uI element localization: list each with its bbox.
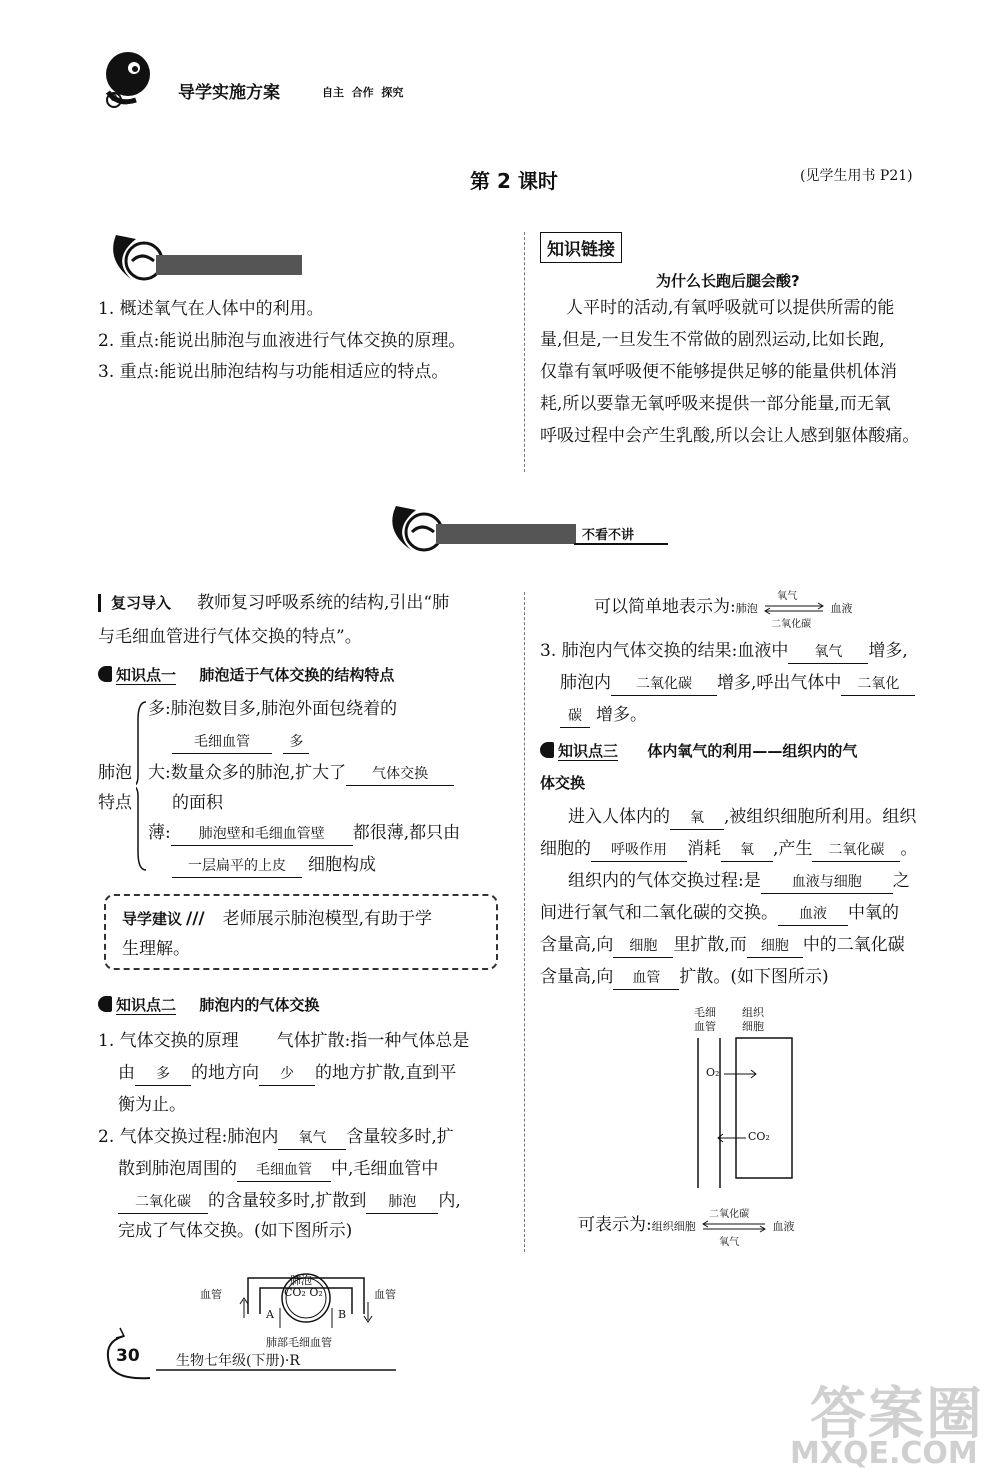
kp3-l5-ans-1: 细胞 (613, 935, 673, 958)
p3-ans-3: 二氧化 (841, 673, 915, 696)
kp2-p1-d: 的地方向 (191, 1063, 259, 1083)
kp3-line-1 (568, 806, 916, 830)
kp2-p2-e: 的含量较多时,扩散到 (208, 1191, 367, 1211)
kp1-bao-line-2 (172, 854, 376, 878)
tissue-representation (578, 1208, 795, 1248)
review-line-1 (98, 592, 449, 614)
kp2-p1-b: 气体扩散:指一种气体总是 (276, 1031, 470, 1051)
result-line-2 (560, 672, 915, 696)
book-title: 生物七年级(下册)·R (176, 1353, 300, 1369)
kp3-l5-c: 中的二氧化碳 (802, 935, 905, 955)
kp3-line-4 (540, 902, 899, 926)
kp3-l4-ans: 血液 (778, 903, 848, 926)
kp3-l6-a: 含量高,向 (540, 967, 614, 987)
alveolus-label: 肺泡 (290, 1274, 312, 1287)
kp1-title: 肺泡适于气体交换的结构特点 (199, 666, 395, 684)
simple-arrows (763, 590, 825, 630)
cell-label-1: 组织 (742, 1006, 764, 1019)
p3-e: 增多。 (596, 705, 647, 725)
cell-label-2: 细胞 (742, 1020, 764, 1033)
kp3-l4-b: 中氧的 (848, 903, 899, 923)
kp1-side-label-2: 特点 (98, 793, 132, 813)
kp3-l5-ans-2: 细胞 (747, 935, 803, 958)
kp3-marker-icon (540, 742, 554, 758)
column-divider-top (524, 232, 525, 472)
kp2-p2-g: 完成了气体交换。(如下图所示) (118, 1221, 353, 1241)
kp3-l1-a: 进入人体内的 (568, 807, 670, 827)
watermark-url: MXQE.COM (790, 1436, 978, 1471)
kp2-p2-f: 内, (438, 1191, 461, 1211)
kp1-da-prefix: 大:数量众多的肺泡,扩大了 (148, 763, 347, 783)
header-title: 导学实施方案 (178, 83, 280, 103)
kp3-l1-ans: 氧 (670, 807, 724, 830)
kp1-brace (136, 700, 148, 876)
kp2-p2-d: 中,毛细血管中 (331, 1159, 439, 1179)
kp3-l2-c: ,产生 (773, 839, 813, 859)
kp2-p2-line-2 (118, 1158, 438, 1182)
kp2-p1-e: 的地方扩散,直到平 (315, 1063, 457, 1083)
knowledge-link-question: 为什么长跑后腿会酸? (656, 272, 800, 290)
simple-prefix: 可以简单地表示为: (594, 597, 736, 617)
kp3-l3-a: 组织内的气体交换过程:是 (568, 871, 761, 891)
kp2-p2-line-1 (98, 1126, 454, 1150)
simple-left: 肺泡 (735, 602, 758, 615)
result-line-1 (540, 640, 908, 664)
review-label: 复习导入 (98, 594, 171, 612)
alveolus-gases: CO₂ O₂ (284, 1286, 323, 1299)
p3-a: 3. 肺泡内气体交换的结果:血液中 (540, 641, 789, 661)
kp3-l2-d: 。 (900, 839, 918, 859)
watermark-logo: 答案圈 (810, 1382, 984, 1447)
result-line-3 (560, 704, 647, 728)
knowledge-line-3: 仅靠有氧呼吸便不能够提供足够的能量供机体消 (540, 362, 897, 382)
kp1-da-answer: 气体交换 (346, 763, 454, 786)
kp3-line-5 (540, 934, 905, 958)
tissue-top-label: 二氧化碳 (709, 1208, 750, 1220)
kp1-duo-answer: 毛细血管 (172, 731, 272, 754)
section2-banner (374, 498, 674, 558)
knowledge-line-2: 量,但是,一旦发生不常做的剧烈运动,比如长跑, (540, 330, 885, 350)
kp3-l2-a: 细胞的 (540, 839, 591, 859)
kp2-p1-ans-2: 少 (259, 1063, 315, 1086)
kp3-title-2: 体交换 (540, 774, 586, 792)
p3-c: 肺泡内 (560, 673, 611, 693)
kp2-p1-a: 1. 气体交换的原理 (98, 1031, 239, 1051)
capillary-label-1: 毛细 (694, 1006, 716, 1019)
objectives-banner (96, 225, 306, 287)
kp2-p1-line-1 (98, 1030, 469, 1052)
kp3-title: 体内氧气的利用——组织内的气 (647, 742, 858, 760)
kp3-line-6 (540, 966, 829, 990)
kp3-l2-ans-1: 呼吸作用 (591, 839, 687, 862)
header-logo (98, 44, 164, 110)
kp2-p2-ans-1: 氧气 (278, 1127, 346, 1150)
logo-letter: e (110, 90, 118, 104)
knowledge-line-5: 呼吸过程中会产生乳酸,所以会让人感到躯体酸痛。 (540, 426, 920, 446)
tissue-bottom-label: 氧气 (719, 1236, 740, 1248)
section2-tag: 不看不讲 (582, 528, 635, 543)
tip-line-2: 生理解。 (122, 939, 190, 959)
kp2-label: 知识点二 (116, 996, 177, 1014)
kp3-line-3 (568, 870, 910, 894)
kp1-side-label-1: 肺泡 (98, 763, 132, 783)
lesson-reference: (见学生用书 P21) (800, 168, 913, 184)
capillary-label-2: 血管 (694, 1020, 716, 1033)
kp3-l1-b: ,被组织细胞所利用。组织 (724, 807, 917, 827)
simple-representation (594, 590, 853, 630)
kp3-l5-a: 含量高,向 (540, 935, 614, 955)
kp1-bao-answer-2: 一层扁平的上皮 (172, 855, 302, 878)
simple-top-label: 氧气 (777, 590, 798, 602)
kp2-p2-line-3 (118, 1190, 461, 1214)
kp2-p1-f: 衡为止。 (118, 1095, 186, 1115)
kp1-bao-line (148, 822, 460, 846)
tissue-left: 组织细胞 (651, 1220, 696, 1233)
kp1-duo-line: 多:肺泡数目多,肺泡外面包绕着的 (148, 699, 398, 719)
objective-1: 1. 概述氧气在人体中的利用。 (98, 299, 324, 319)
kp3-label: 知识点三 (558, 742, 619, 760)
p3-ans-3b: 碳 (560, 705, 590, 728)
review-line-2: 与毛细血管进行气体交换的特点”。 (98, 627, 362, 647)
tissue-right: 血液 (772, 1220, 795, 1233)
kp2-p2-a: 2. 气体交换过程:肺泡内 (98, 1127, 279, 1147)
tissue-exchange-diagram (690, 1002, 810, 1192)
objective-2: 2. 重点:能说出肺泡与血液进行气体交换的原理。 (98, 331, 466, 351)
kp2-p2-ans-4: 肺泡 (366, 1191, 438, 1214)
kp2-p2-ans-2: 毛细血管 (237, 1159, 331, 1182)
kp2-heading (98, 994, 319, 1016)
kp2-marker-icon (98, 996, 112, 1012)
tip-line-1 (122, 908, 432, 930)
tip-text-1: 老师展示肺泡模型,有助于学 (222, 909, 433, 929)
point-a-label: A (266, 1308, 274, 1321)
o2-label: O₂ (706, 1066, 720, 1079)
tissue-prefix: 可表示为: (578, 1215, 652, 1235)
kp1-bao-mid: 都很薄,都只由 (352, 823, 461, 843)
tip-label: 导学建议 (122, 910, 183, 928)
kp2-title: 肺泡内的气体交换 (199, 996, 320, 1014)
kp2-p2-c: 散到肺泡周围的 (118, 1159, 237, 1179)
tissue-arrows (701, 1208, 767, 1248)
kp2-p1-ans-1: 多 (135, 1063, 191, 1086)
kp2-p2-b: 含量较多时,扩 (346, 1127, 454, 1147)
kp1-bao-suffix: 细胞构成 (308, 855, 376, 875)
vessel-left-label: 血管 (200, 1288, 222, 1301)
simple-right: 血液 (830, 602, 853, 615)
kp3-heading (540, 740, 857, 762)
knowledge-line-1: 人平时的活动,有氧呼吸就可以提供所需的能 (566, 298, 895, 318)
kp1-duo-answer-line (172, 730, 309, 754)
kp3-l2-ans-2: 氧 (721, 839, 773, 862)
kp1-duo-suffix: 多 (283, 731, 309, 754)
kp2-p1-line-2 (118, 1062, 456, 1086)
kp3-l2-b: 消耗 (687, 839, 721, 859)
knowledge-link-label: 知识链接 (540, 232, 622, 263)
p3-ans-1: 氧气 (788, 641, 868, 664)
kp3-l5-b: 里扩散,而 (673, 935, 747, 955)
kp2-p2-ans-3: 二氧化碳 (118, 1191, 208, 1214)
review-text-1: 教师复习呼吸系统的结构,引出“肺 (197, 593, 450, 613)
p3-d: 增多,呼出气体中 (717, 673, 842, 693)
kp3-l3-b: 之 (892, 871, 910, 891)
co2-label: CO₂ (748, 1130, 770, 1143)
simple-bottom-label: 二氧化碳 (771, 618, 812, 630)
kp1-da-suffix: 的面积 (172, 793, 223, 813)
point-b-label: B (338, 1308, 347, 1321)
kp1-marker-icon (98, 666, 112, 682)
kp3-l6-ans: 血管 (613, 967, 679, 990)
kp3-l3-ans: 血液与细胞 (761, 871, 893, 894)
tip-slash-icon: /// (186, 909, 205, 929)
kp1-bao-answer-1: 肺泡壁和毛细血管壁 (171, 823, 353, 846)
kp1-da-line (148, 762, 454, 786)
p3-ans-2: 二氧化碳 (611, 673, 717, 696)
lesson-title: 第 2 课时 (470, 169, 558, 193)
kp3-l6-b: 扩散。(如下图所示) (679, 967, 829, 987)
objective-3: 3. 重点:能说出肺泡结构与功能相适应的特点。 (98, 362, 449, 382)
knowledge-line-4: 耗,所以要靠无氧呼吸来提供一部分能量,而无氧 (540, 394, 891, 414)
kp3-l2-ans-3: 二氧化碳 (812, 839, 900, 862)
p3-b: 增多, (868, 641, 908, 661)
kp2-p1-c: 由 (118, 1063, 135, 1083)
kp1-heading (98, 664, 394, 686)
capillary-caption: 肺部毛细血管 (266, 1336, 332, 1349)
kp1-label: 知识点一 (116, 666, 177, 684)
vessel-right-label: 血管 (374, 1288, 396, 1301)
page-number: 30 (116, 1346, 140, 1366)
kp1-bao-prefix: 薄: (148, 823, 171, 843)
kp3-line-2 (540, 838, 917, 862)
kp3-l4-a: 间进行氧气和二氧化碳的交换。 (540, 903, 778, 923)
header-subtitle: 自主 合作 探究 (322, 86, 404, 99)
column-divider-bottom (524, 592, 525, 1252)
